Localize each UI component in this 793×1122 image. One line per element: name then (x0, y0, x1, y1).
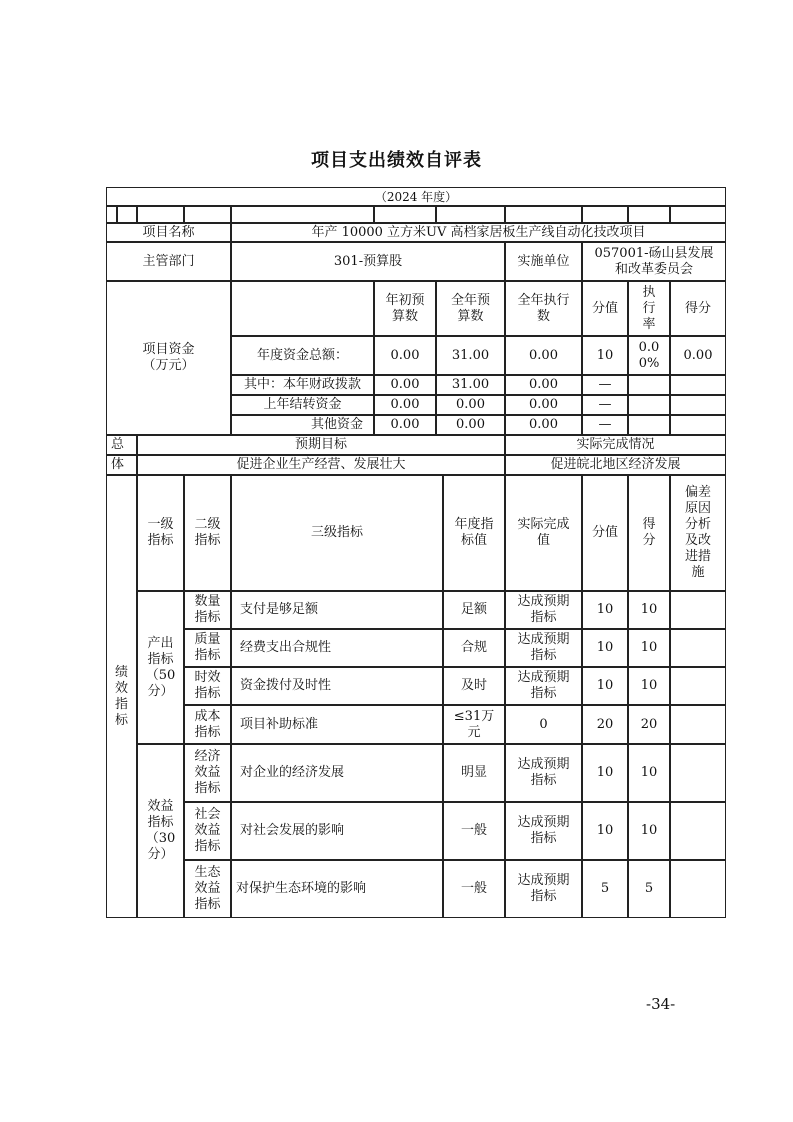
indicator-deviation (670, 744, 726, 802)
spacer-cell (137, 206, 184, 223)
funds-row-score-value: — (582, 415, 628, 435)
indicator-level3: 项目补助标准 (231, 705, 443, 744)
funds-row-exec-rate (628, 415, 670, 435)
funds-row-score (670, 395, 726, 415)
page-number: -34- (646, 995, 676, 1013)
indicator-score-value: 10 (582, 744, 628, 802)
indicator-actual: 达成预期 指标 (505, 744, 582, 802)
funds-row-executed: 0.00 (505, 395, 582, 415)
indicator-target: ≤31万 元 (443, 705, 505, 744)
unit-value: 057001-砀山县发展 和改革委员会 (582, 242, 726, 281)
spacer-cell (231, 206, 374, 223)
funds-row-annual: 0.00 (436, 395, 505, 415)
indicator-score-value: 10 (582, 667, 628, 705)
funds-row-score-value: — (582, 395, 628, 415)
indicator-header-deviation: 偏差 原因 分析 及改 进措 施 (670, 475, 726, 591)
project-name-label: 项目名称 (106, 223, 231, 242)
funds-row-score: 0.00 (670, 336, 726, 375)
indicator-score-value: 5 (582, 860, 628, 918)
goals-label-bottom: 体 (106, 455, 137, 475)
funds-header-blank (231, 281, 374, 336)
spacer-cell (184, 206, 231, 223)
indicator-deviation (670, 860, 726, 918)
funds-row-label: 其他资金 (231, 415, 374, 435)
funds-row-score (670, 375, 726, 395)
indicator-deviation (670, 629, 726, 667)
indicator-level2: 经济 效益 指标 (184, 744, 231, 802)
indicator-header-level3: 三级指标 (231, 475, 443, 591)
indicator-level2: 数量 指标 (184, 591, 231, 629)
indicator-actual: 0 (505, 705, 582, 744)
funds-header-executed: 全年执行 数 (505, 281, 582, 336)
goals-expected-value: 促进企业生产经营、发展壮大 (137, 455, 505, 475)
funds-label: 项目资金 （万元） (106, 281, 231, 435)
indicator-level3: 经费支出合规性 (231, 629, 443, 667)
indicator-actual: 达成预期 指标 (505, 629, 582, 667)
indicator-score: 10 (628, 667, 670, 705)
spacer-cell (106, 206, 117, 223)
funds-header-annual: 全年预 算数 (436, 281, 505, 336)
funds-row-executed: 0.00 (505, 375, 582, 395)
funds-row-initial: 0.00 (374, 336, 436, 375)
indicator-header-level1: 一级 指标 (137, 475, 184, 591)
funds-row-initial: 0.00 (374, 415, 436, 435)
goals-expected-header: 预期目标 (137, 435, 505, 455)
indicator-group-name: 效益 指标 （30 分） (137, 744, 184, 918)
goals-actual-value: 促进皖北地区经济发展 (505, 455, 726, 475)
spacer-cell (628, 206, 670, 223)
indicator-deviation (670, 667, 726, 705)
performance-self-evaluation-table (106, 187, 726, 918)
indicators-label: 绩 效 指 标 (106, 475, 137, 918)
funds-row-initial: 0.00 (374, 375, 436, 395)
funds-header-score-value: 分值 (582, 281, 628, 336)
indicator-target: 明显 (443, 744, 505, 802)
indicator-deviation (670, 802, 726, 860)
indicator-score: 10 (628, 802, 670, 860)
indicator-level2: 质量 指标 (184, 629, 231, 667)
unit-label: 实施单位 (505, 242, 582, 281)
spacer-cell (505, 206, 582, 223)
funds-row-label: 上年结转资金 (231, 395, 374, 415)
funds-row-initial: 0.00 (374, 395, 436, 415)
indicator-score: 10 (628, 744, 670, 802)
indicator-level2: 时效 指标 (184, 667, 231, 705)
funds-row-executed: 0.00 (505, 415, 582, 435)
indicator-actual: 达成预期 指标 (505, 667, 582, 705)
spacer-cell (670, 206, 726, 223)
indicator-level2: 成本 指标 (184, 705, 231, 744)
indicator-score-value: 10 (582, 629, 628, 667)
indicator-deviation (670, 591, 726, 629)
indicator-level3: 支付是够足额 (231, 591, 443, 629)
funds-header-exec-rate: 执 行 率 (628, 281, 670, 336)
spacer-cell (117, 206, 137, 223)
funds-row-score (670, 415, 726, 435)
funds-row-annual: 31.00 (436, 336, 505, 375)
funds-row-annual: 0.00 (436, 415, 505, 435)
indicator-score: 20 (628, 705, 670, 744)
indicator-target: 一般 (443, 860, 505, 918)
indicator-score: 10 (628, 591, 670, 629)
indicator-target: 足额 (443, 591, 505, 629)
indicator-header-level2: 二级 指标 (184, 475, 231, 591)
funds-row-exec-rate: 0.0 0% (628, 336, 670, 375)
project-name-value: 年产 10000 立方米UV 高档家居板生产线自动化技改项目 (231, 223, 726, 242)
spacer-cell (436, 206, 505, 223)
indicator-target: 合规 (443, 629, 505, 667)
goals-label-top: 总 (106, 435, 137, 455)
indicator-header-score-value: 分值 (582, 475, 628, 591)
funds-header-initial: 年初预 算数 (374, 281, 436, 336)
indicator-header-actual: 实际完成 值 (505, 475, 582, 591)
indicator-level3: 资金拨付及时性 (231, 667, 443, 705)
indicator-score: 5 (628, 860, 670, 918)
year-cell: （2024 年度） (106, 187, 726, 206)
indicator-header-target: 年度指 标值 (443, 475, 505, 591)
indicator-actual: 达成预期 指标 (505, 591, 582, 629)
indicator-level3: 对企业的经济发展 (231, 744, 443, 802)
indicator-level3: 对社会发展的影响 (231, 802, 443, 860)
funds-row-annual: 31.00 (436, 375, 505, 395)
indicator-actual: 达成预期 指标 (505, 860, 582, 918)
indicator-actual: 达成预期 指标 (505, 802, 582, 860)
dept-label: 主管部门 (106, 242, 231, 281)
dept-value: 301-预算股 (231, 242, 505, 281)
indicator-score-value: 10 (582, 802, 628, 860)
indicator-group-name: 产出 指标 （50 分） (137, 591, 184, 744)
indicator-deviation (670, 705, 726, 744)
spacer-cell (374, 206, 436, 223)
goals-actual-header: 实际完成情况 (505, 435, 726, 455)
indicator-level2: 社会 效益 指标 (184, 802, 231, 860)
indicator-level3: 对保护生态环境的影响 (231, 860, 443, 918)
funds-row-exec-rate (628, 375, 670, 395)
funds-row-executed: 0.00 (505, 336, 582, 375)
funds-row-exec-rate (628, 395, 670, 415)
indicator-target: 及时 (443, 667, 505, 705)
funds-row-score-value: 10 (582, 336, 628, 375)
form-title: 项目支出绩效自评表 (311, 150, 482, 171)
funds-header-score: 得分 (670, 281, 726, 336)
funds-row-label: 其中：本年财政拨款 (231, 375, 374, 395)
funds-row-score-value: — (582, 375, 628, 395)
indicator-header-score: 得 分 (628, 475, 670, 591)
spacer-cell (582, 206, 628, 223)
indicator-score: 10 (628, 629, 670, 667)
funds-row-label: 年度资金总额： (231, 336, 374, 375)
indicator-score-value: 10 (582, 591, 628, 629)
indicator-score-value: 20 (582, 705, 628, 744)
indicator-level2: 生态 效益 指标 (184, 860, 231, 918)
indicator-target: 一般 (443, 802, 505, 860)
